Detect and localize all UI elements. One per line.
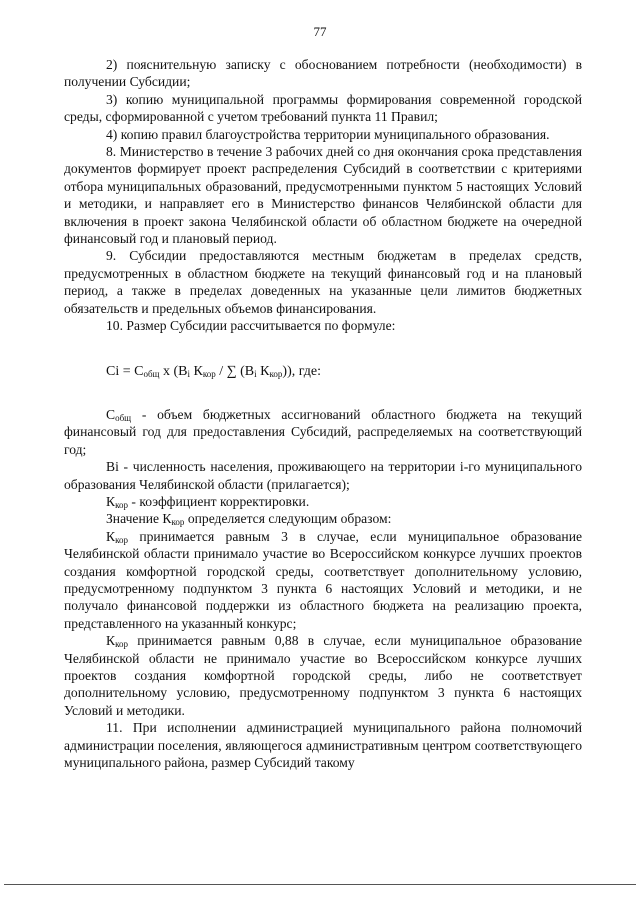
paragraph-8: 8. Министерство в течение 3 рабочих дней со дня окончания срока представления документов формирует проект распределения Субсидий в соответствии с критериями отбора муниципальных образований, предусмотренными пунктом 5 настоящих Условий и методики, и направляет его в Министерство финансов Челябинской области для включения в проект закона Челябинской области об областном бюджете на очередной финансовый год и плановый период. (64, 144, 582, 247)
paragraph-10: 10. Размер Субсидии рассчитывается по формуле: (106, 318, 396, 334)
subsidy-formula: $Ci = С_{общ}$ x ($В_i$ $К_{кор}$ / ∑ ($В_i$ $К_{кор}$)), где: (106, 363, 322, 379)
definition-bi: Вi - численность населения, проживающего на территории i-го муниципального образования Челябинской области (прилагается); (64, 459, 582, 492)
paragraph-9: 9. Субсидии предоставляются местным бюджетам в пределах средств, предусмотренных в областном бюджете на текущий финансовый год и на плановый период, а также в пределах доведенных на указанные цели лимитов бюджетных обязательств и предельных объемов финансирования. (64, 248, 582, 316)
list-item: 2) пояснительную записку с обоснованием потребности (необходимости) в получении Субсидии; (64, 57, 582, 90)
definition-k-kor: $К_{кор}$ - коэффициент корректировки. (106, 493, 310, 510)
page-number: 77 (313, 24, 327, 39)
k-kor-case-2: $К_{кор}$ принимается равным 0,88 в случае, если муниципальное образование Челябинской области не принимало участие во Всероссийском конкурсе лучших проектов создания комфортной городской среды, либо не соответствует дополнительному условию, предусмотренному подпунктом 3 пункта 6 настоящих Условий и методики. (64, 633, 582, 718)
list-item: 3) копию муниципальной программы формирования современной городской среды, сформированной с учетом требований пункта 11 Правил; (64, 91, 582, 125)
k-kor-case-1: $К_{кор}$ принимается равным 3 в случае, если муниципальное образование Челябинской области принимало участие во Всероссийском конкурсе лучших проектов создания комфортной городской среды, соответствует дополнительному условию, предусмотренному подпунктом 3 пункта 6 настоящих Условий и методики, и не получало финансовой поддержки из областного бюджета на реализацию проекта, представленного на указанный конкурс; (64, 528, 582, 631)
paragraph-11: 11. При исполнении администрацией муниципального района полномочий администрации поселения, являющегося административным центром соответствующего муниципального района, размер Субсидий такому (64, 720, 582, 771)
page-bottom-rule (4, 884, 636, 885)
definition-c-obsh: $С_{общ}$ - объем бюджетных ассигнований областного бюджета на текущий финансовый год для предоставления Субсидий, распределяемых на соответствующий год; (64, 406, 582, 457)
k-kor-intro: Значение $К_{кор}$ определяется следующим образом: (106, 511, 392, 528)
list-item: 4) копию правил благоустройства территории муниципального образования. (106, 126, 550, 142)
document-body (64, 56, 582, 771)
